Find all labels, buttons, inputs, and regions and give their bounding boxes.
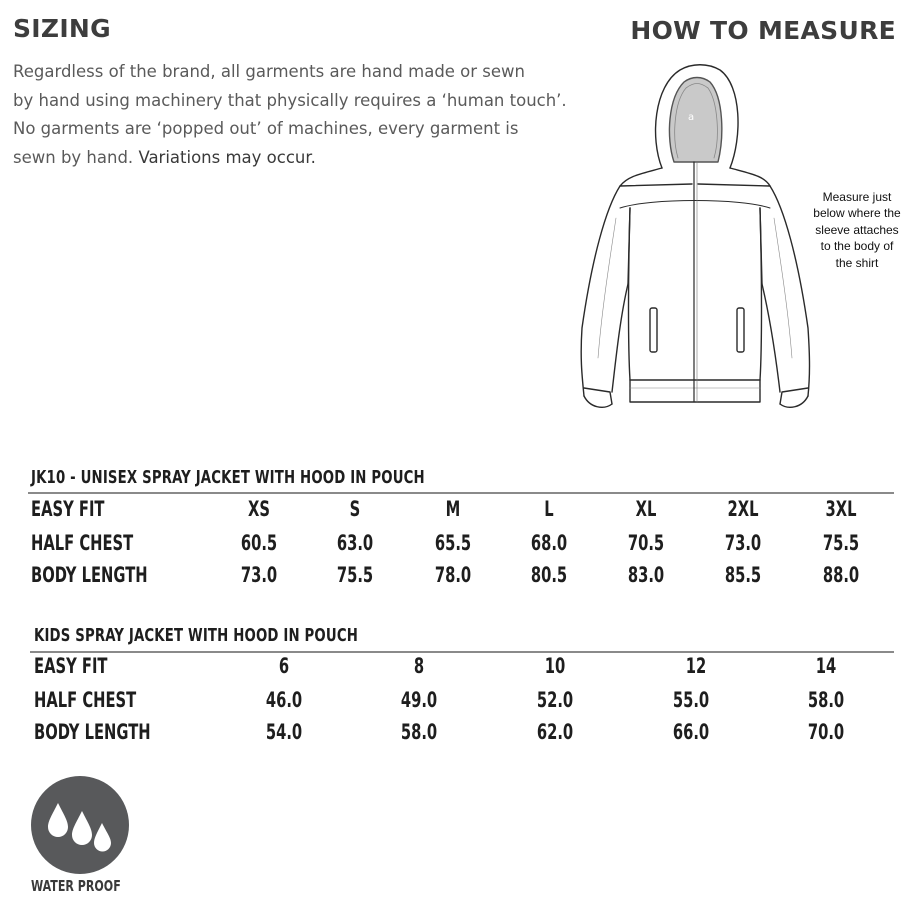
- adult-table-title: JK10 - UNISEX SPRAY JACKET WITH HOOD IN POUCH: [31, 467, 425, 488]
- adult-size-header: M: [445, 497, 461, 521]
- table-cell: 65.5: [434, 531, 472, 555]
- adult-size-header: S: [349, 497, 361, 521]
- water-proof-label: WATER PROOF: [31, 877, 121, 895]
- water-drops-icon: [30, 775, 130, 875]
- table-cell: 70.5: [627, 531, 665, 555]
- adult-size-header: 2XL: [727, 497, 759, 521]
- intro-line: Regardless of the brand, all garments are hand made or sewn: [13, 62, 526, 81]
- sizing-title: SIZING: [13, 14, 111, 43]
- adult-size-header: XL: [635, 497, 657, 521]
- kids-easy-fit-label: EASY FIT: [34, 654, 108, 678]
- table-cell: 80.5: [530, 563, 568, 587]
- table-cell: 83.0: [627, 563, 665, 587]
- table-cell: 73.0: [724, 531, 762, 555]
- how-to-measure-title: HOW TO MEASURE: [630, 16, 896, 45]
- adult-size-header: XS: [248, 497, 270, 521]
- table-cell: 68.0: [530, 531, 568, 555]
- table-cell: 75.5: [336, 563, 374, 587]
- table-cell: 70.0: [807, 720, 845, 744]
- kids-table-title: KIDS SPRAY JACKET WITH HOOD IN POUCH: [34, 625, 359, 646]
- table-cell: 52.0: [536, 688, 574, 712]
- kids-size-header: 10: [544, 654, 566, 678]
- adult-size-header: 3XL: [825, 497, 857, 521]
- table-cell: 55.0: [672, 688, 710, 712]
- table-cell: 85.5: [724, 563, 762, 587]
- intro-line: No garments are ‘popped out’ of machines, every garment is: [13, 119, 519, 138]
- table-cell: 78.0: [434, 563, 472, 587]
- variations-note: Variations may occur.: [138, 147, 316, 167]
- table-cell: 66.0: [672, 720, 710, 744]
- adult-table-rule: [28, 492, 894, 494]
- table-cell: 88.0: [822, 563, 860, 587]
- adult-row-label: BODY LENGTH: [31, 563, 148, 587]
- table-cell: 63.0: [336, 531, 374, 555]
- table-cell: 54.0: [265, 720, 303, 744]
- intro-line-start: sewn by hand.: [13, 147, 134, 167]
- table-cell: 73.0: [240, 563, 278, 587]
- intro-paragraph: [13, 58, 633, 172]
- table-cell: 58.0: [400, 720, 438, 744]
- adult-size-header: L: [544, 497, 554, 521]
- intro-line: by hand using machinery that physically requires a ‘human touch’.: [13, 90, 567, 110]
- kids-size-header: 8: [413, 654, 425, 678]
- kids-size-header: 14: [815, 654, 837, 678]
- adult-row-label: HALF CHEST: [31, 531, 134, 555]
- measure-note: Measure just below where the sleeve attaches to the body of the shirt: [813, 190, 901, 270]
- intro-line: [13, 144, 633, 173]
- table-cell: 62.0: [536, 720, 574, 744]
- kids-size-header: 6: [278, 654, 290, 678]
- hooded-jacket-outline-icon: [570, 58, 820, 418]
- table-cell: 46.0: [265, 688, 303, 712]
- table-cell: 58.0: [807, 688, 845, 712]
- kids-row-label: HALF CHEST: [34, 688, 137, 712]
- table-cell: 60.5: [240, 531, 278, 555]
- svg-text:a: a: [688, 112, 695, 123]
- table-cell: 75.5: [822, 531, 860, 555]
- table-cell: 49.0: [400, 688, 438, 712]
- kids-row-label: BODY LENGTH: [34, 720, 151, 744]
- kids-table-rule: [30, 651, 894, 653]
- kids-size-header: 12: [685, 654, 707, 678]
- adult-easy-fit-label: EASY FIT: [31, 497, 105, 521]
